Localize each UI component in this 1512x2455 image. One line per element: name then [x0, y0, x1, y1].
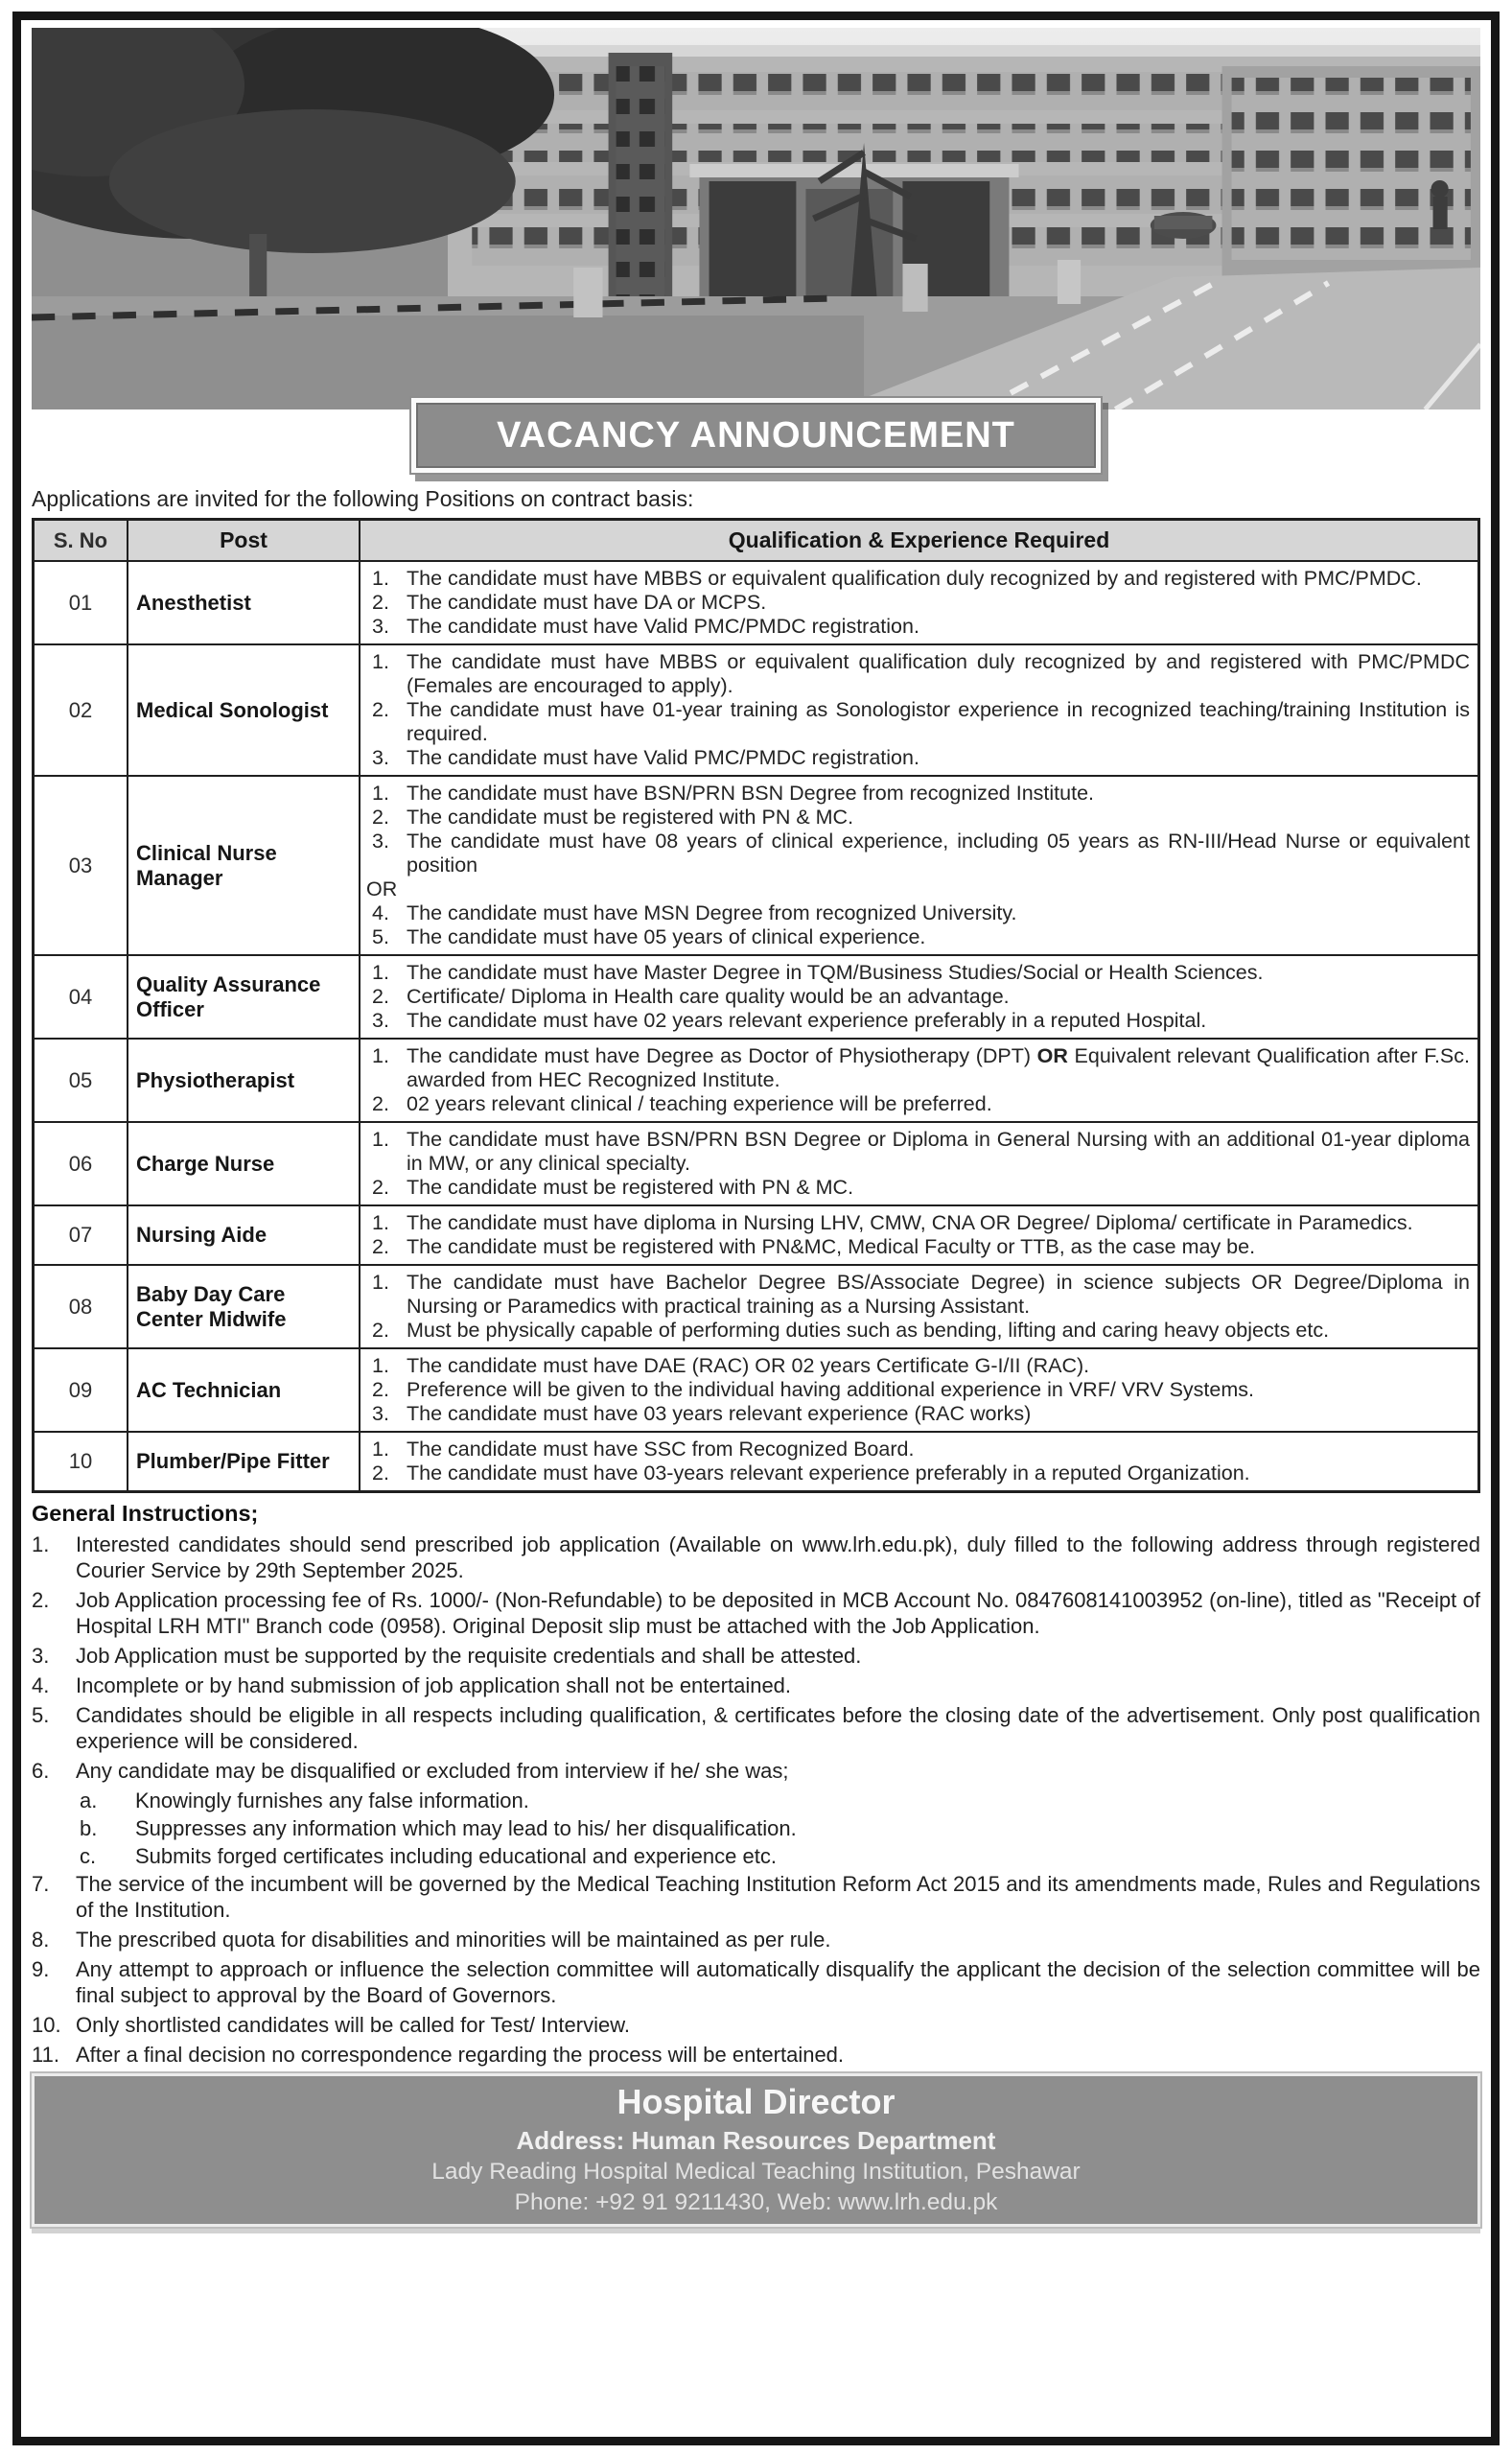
instruction-number: 11. [32, 2043, 59, 2067]
hospital-photo-art [32, 28, 1480, 409]
qualification-number: 3. [372, 746, 389, 769]
qualification-text: The candidate must have diploma in Nursing LHV, CMW, CNA OR Degree/ Diploma/ certificate in Paramedics. [407, 1211, 1413, 1234]
instruction-subletter: a. [80, 1789, 98, 1812]
instruction-item [32, 2042, 1480, 2068]
row-serial-number: 09 [34, 1348, 128, 1432]
qualification-item [364, 746, 1470, 770]
row-post-title: Physiotherapist [128, 1039, 360, 1122]
qualification-item [364, 1319, 1470, 1343]
instruction-text: The service of the incumbent will be governed by the Medical Teaching Institution Reform Act 2015 and its amendments made, Rules and Regulations of the Institution. [76, 1872, 1480, 1922]
qualification-item [364, 1211, 1470, 1235]
hospital-photo [32, 28, 1480, 409]
qualification-text: The candidate must have 01-year training as Sonologistor experience in recognized teaching/training Institution is required. [407, 698, 1470, 745]
qualification-item [364, 830, 1470, 877]
row-serial-number: 10 [34, 1432, 128, 1492]
row-qualifications [360, 1265, 1479, 1348]
qualification-item [364, 1044, 1470, 1092]
instruction-subtext: Suppresses any information which may lead to his/ her disqualification. [135, 1816, 797, 1840]
qualification-number: 2. [372, 1092, 389, 1115]
qualification-text: The candidate must be registered with PN & MC. [407, 806, 854, 829]
instruction-number: 9. [32, 1957, 50, 1981]
instruction-number: 7. [32, 1872, 50, 1896]
instruction-subitem [32, 1843, 1480, 1869]
qualification-number: 1. [372, 1438, 389, 1461]
table-row [34, 1039, 1479, 1122]
qualification-item [364, 1235, 1470, 1259]
qualification-item [364, 567, 1470, 591]
table-row [34, 1205, 1479, 1265]
vacancy-banner-text: VACANCY ANNOUNCEMENT [416, 403, 1096, 468]
table-row [34, 1265, 1479, 1348]
table-row [34, 561, 1479, 644]
row-post-title: Nursing Aide [128, 1205, 360, 1265]
instruction-subtext: Knowingly furnishes any false information. [135, 1789, 529, 1812]
qualification-number: 1. [372, 1128, 389, 1151]
qualification-number: 2. [372, 1319, 389, 1342]
instruction-item [32, 1587, 1480, 1639]
qualification-text: Preference will be given to the individual having additional experience in VRF/ VRV Systems. [407, 1378, 1254, 1401]
qualification-text: The candidate must have Valid PMC/PMDC registration. [407, 615, 919, 638]
row-post-title: Baby Day Care Center Midwife [128, 1265, 360, 1348]
qualification-text: The candidate must be registered with PN & MC. [407, 1176, 854, 1199]
instruction-text: After a final decision no correspondence regarding the process will be entertained. [76, 2043, 845, 2067]
qualification-number: 5. [372, 925, 389, 948]
table-row [34, 955, 1479, 1039]
instruction-subletter: c. [80, 1844, 97, 1868]
instruction-item [32, 2012, 1480, 2038]
positions-table [32, 518, 1480, 1493]
qualification-number: 2. [372, 591, 389, 614]
contact-address-label: Address: Human Resources Department [516, 2126, 996, 2155]
instruction-text: The prescribed quota for disabilities and minorities will be maintained as per rule. [76, 1928, 831, 1952]
instruction-item [32, 1672, 1480, 1698]
col-header-post: Post [128, 520, 360, 562]
qualification-text: The candidate must have 08 years of clinical experience, including 05 years as RN-III/Head Nurse or equivalent position [407, 830, 1470, 877]
contact-box [32, 2073, 1480, 2227]
qualification-text: The candidate must have DA or MCPS. [407, 591, 767, 614]
row-post-title: Clinical Nurse Manager [128, 776, 360, 955]
qualification-text: The candidate must have MBBS or equivalent qualification duly recognized by and registered with PMC/PMDC. [407, 567, 1422, 590]
qualification-number: 4. [372, 901, 389, 924]
instruction-number: 3. [32, 1644, 50, 1668]
qualification-number: 1. [372, 650, 389, 673]
row-qualifications [360, 1039, 1479, 1122]
instruction-number: 6. [32, 1759, 50, 1783]
row-post-title: AC Technician [128, 1348, 360, 1432]
qualification-number: 2. [372, 1235, 389, 1258]
row-qualifications [360, 955, 1479, 1039]
table-row [34, 1348, 1479, 1432]
qualification-item [364, 782, 1470, 806]
qualification-item [364, 1402, 1470, 1426]
instruction-item [32, 1758, 1480, 1784]
qualification-text: The candidate must have 03 years relevant experience (RAC works) [407, 1402, 1032, 1425]
qualification-text: The candidate must have 05 years of clinical experience. [407, 925, 926, 948]
qualification-item [364, 1461, 1470, 1485]
qualification-item [364, 1354, 1470, 1378]
qualification-text: The candidate must have SSC from Recognized Board. [407, 1438, 915, 1461]
instruction-text: Any candidate may be disqualified or excluded from interview if he/ she was; [76, 1759, 789, 1783]
instruction-number: 8. [32, 1928, 50, 1952]
vacancy-banner-frame [409, 396, 1103, 475]
qualification-item [364, 1438, 1470, 1461]
intro-text: Applications are invited for the following Positions on contract basis: [32, 486, 694, 511]
row-serial-number: 01 [34, 561, 128, 644]
qualification-number: 1. [372, 782, 389, 805]
qualification-text: The candidate must have 03-years relevant experience preferably in a reputed Organization. [407, 1461, 1250, 1485]
instruction-text: Interested candidates should send prescribed job application (Available on www.lrh.edu.pk), duly filled to the following address through registered Courier Service by 29th September 2025. [76, 1532, 1480, 1582]
qualification-item [364, 1271, 1470, 1319]
instruction-text: Job Application must be supported by the requisite credentials and shall be attested. [76, 1644, 862, 1668]
instruction-text: Any attempt to approach or influence the selection committee will automatically disqualify the applicant the decision of the selection committee will be final subject to approval by the Board of Governors. [76, 1957, 1480, 2007]
contact-title: Hospital Director [616, 2082, 896, 2121]
instruction-item [32, 1956, 1480, 2008]
col-header-sno: S. No [34, 520, 128, 562]
qualification-item [364, 925, 1470, 949]
qualification-number: 1. [372, 1044, 389, 1067]
qualification-number: 2. [372, 1176, 389, 1199]
instruction-subletter: b. [80, 1816, 98, 1840]
row-serial-number: 05 [34, 1039, 128, 1122]
qualification-text: Must be physically capable of performing duties such as bending, lifting and caring heavy objects etc. [407, 1319, 1330, 1342]
row-serial-number: 04 [34, 955, 128, 1039]
qualification-text: The candidate must have Bachelor Degree BS/Associate Degree) in science subjects OR Degree/Diploma in Nursing or Paramedics with practical training as a Nursing Assistant. [407, 1271, 1470, 1318]
instructions-heading: General Instructions; [32, 1501, 259, 1526]
qualification-number: 2. [372, 698, 389, 721]
table-header-row [34, 520, 1479, 562]
row-qualifications [360, 561, 1479, 644]
qualification-number: 1. [372, 1354, 389, 1377]
qualification-text: The candidate must have MSN Degree from recognized University. [407, 901, 1017, 924]
qualification-number: 1. [372, 1211, 389, 1234]
instruction-text: Candidates should be eligible in all respects including qualification, & certificates before the closing date of the advertisement. Only post qualification experience will be considered. [76, 1703, 1480, 1753]
instruction-item [32, 1927, 1480, 1952]
qualification-item [364, 1128, 1470, 1176]
qualification-number: 1. [372, 1271, 389, 1294]
qualification-item [364, 985, 1470, 1009]
qualification-item [364, 615, 1470, 639]
qualification-item [364, 591, 1470, 615]
table-row [34, 1432, 1479, 1492]
row-serial-number: 02 [34, 644, 128, 776]
instruction-text: Job Application processing fee of Rs. 1000/- (Non-Refundable) to be deposited in MCB Account No. 0847608141003952 (on-line), titled as "Receipt of Hospital LRH MTI" Branch code (0958). Original Deposit slip must be attached with the Job Application. [76, 1588, 1480, 1638]
row-post-title: Medical Sonologist [128, 644, 360, 776]
qualification-number: 1. [372, 961, 389, 984]
instruction-number: 1. [32, 1532, 50, 1556]
qualification-text: Certificate/ Diploma in Health care quality would be an advantage. [407, 985, 1010, 1008]
table-row [34, 644, 1479, 776]
instruction-number: 5. [32, 1703, 50, 1727]
qualification-number: 2. [372, 1378, 389, 1401]
qualification-item [364, 806, 1470, 830]
row-serial-number: 06 [34, 1122, 128, 1205]
qualification-text: The candidate must have 02 years relevant experience preferably in a reputed Hospital. [407, 1009, 1207, 1032]
qualification-text: The candidate must have Master Degree in TQM/Business Studies/Social or Health Sciences. [407, 961, 1264, 984]
qualification-item [364, 901, 1470, 925]
qualification-item [364, 1176, 1470, 1200]
row-qualifications [360, 1432, 1479, 1492]
row-post-title: Plumber/Pipe Fitter [128, 1432, 360, 1492]
contact-institution: Lady Reading Hospital Medical Teaching Institution, Peshawar [431, 2159, 1081, 2185]
row-serial-number: 08 [34, 1265, 128, 1348]
instruction-text: Incomplete or by hand submission of job application shall not be entertained. [76, 1673, 792, 1697]
qualification-number: 2. [372, 985, 389, 1008]
qualification-item [364, 698, 1470, 746]
table-row [34, 776, 1479, 955]
table-row [34, 1122, 1479, 1205]
qualification-item [364, 961, 1470, 985]
row-qualifications [360, 776, 1479, 955]
row-qualifications [360, 1122, 1479, 1205]
qualification-number: 3. [372, 615, 389, 638]
instruction-text: Only shortlisted candidates will be called for Test/ Interview. [76, 2013, 630, 2037]
instruction-number: 2. [32, 1588, 50, 1612]
qualification-number: 3. [372, 1009, 389, 1032]
row-post-title: Charge Nurse [128, 1122, 360, 1205]
qualification-item [364, 1378, 1470, 1402]
row-qualifications [360, 1205, 1479, 1265]
page-frame [12, 12, 1500, 2445]
qualification-number: 2. [372, 806, 389, 829]
row-serial-number: 07 [34, 1205, 128, 1265]
qualification-text: 02 years relevant clinical / teaching experience will be preferred. [407, 1092, 992, 1115]
row-serial-number: 03 [34, 776, 128, 955]
instruction-item [32, 1531, 1480, 1583]
qualification-or-separator: OR [366, 877, 398, 900]
qualification-text: The candidate must have BSN/PRN BSN Degree from recognized Institute. [407, 782, 1095, 805]
qualification-number: 1. [372, 567, 389, 590]
qualification-number: 2. [372, 1461, 389, 1485]
qualification-item [364, 1092, 1470, 1116]
row-post-title: Anesthetist [128, 561, 360, 644]
vacancy-banner [30, 396, 1482, 475]
qualification-item [364, 1009, 1470, 1033]
instruction-subitem [32, 1788, 1480, 1813]
instruction-subtext: Submits forged certificates including educational and experience etc. [135, 1844, 777, 1868]
row-qualifications [360, 644, 1479, 776]
instruction-item [32, 1643, 1480, 1669]
contact-phone-web: Phone: +92 91 9211430, Web: www.lrh.edu.pk [514, 2189, 998, 2215]
qualification-number: 3. [372, 1402, 389, 1425]
col-header-qualification: Qualification & Experience Required [360, 520, 1479, 562]
instruction-subitem [32, 1815, 1480, 1841]
qualification-number: 3. [372, 830, 389, 853]
qualification-item [364, 650, 1470, 698]
instruction-number: 4. [32, 1673, 50, 1697]
instruction-item [32, 1702, 1480, 1754]
instruction-item [32, 1871, 1480, 1923]
row-qualifications [360, 1348, 1479, 1432]
qualification-text: The candidate must have DAE (RAC) OR 02 years Certificate G-I/II (RAC). [407, 1354, 1090, 1377]
qualification-text: The candidate must have BSN/PRN BSN Degree or Diploma in General Nursing with an additional 01-year diploma in MW, or any clinical specialty. [407, 1128, 1470, 1175]
row-post-title: Quality Assurance Officer [128, 955, 360, 1039]
qualification-text: The candidate must have MBBS or equivalent qualification duly recognized by and registered with PMC/PMDC (Females are encouraged to apply). [407, 650, 1470, 697]
general-instructions [32, 1501, 1480, 2068]
instruction-number: 10. [32, 2013, 61, 2037]
qualification-text: The candidate must have Valid PMC/PMDC registration. [407, 746, 919, 769]
qualification-text: The candidate must be registered with PN&MC, Medical Faculty or TTB, as the case may be. [407, 1235, 1256, 1258]
qualification-text: The candidate must have Degree as Doctor of Physiotherapy (DPT) OR Equivalent relevant Qualification after F.Sc. awarded from HEC Recognized Institute. [407, 1044, 1470, 1091]
